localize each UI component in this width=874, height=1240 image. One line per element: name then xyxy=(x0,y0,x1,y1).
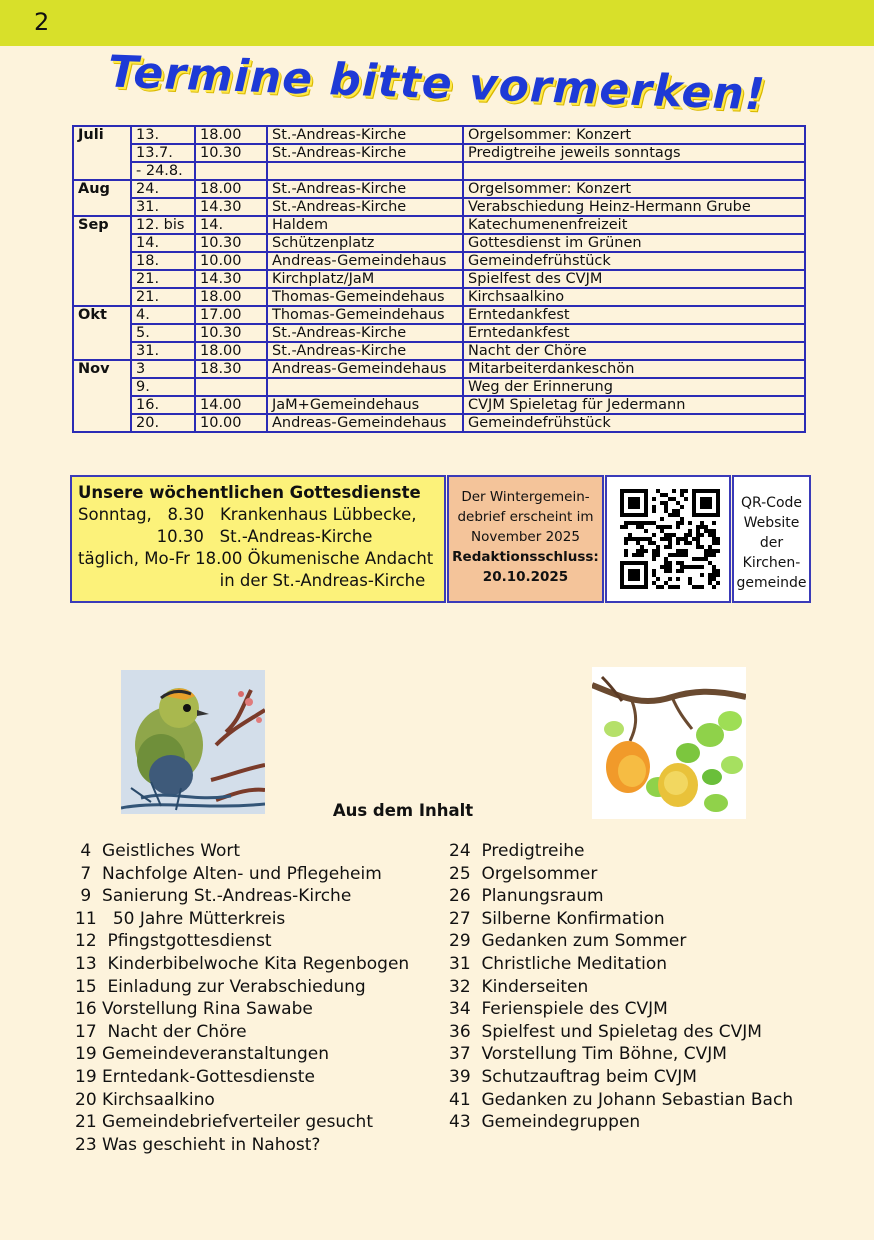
date-cell: 18. xyxy=(131,252,195,270)
contents-item: 24 Predigtreihe xyxy=(449,841,585,861)
contents-item: 41 Gedanken zu Johann Sebastian Bach xyxy=(449,1089,794,1110)
date-cell: 13.7. xyxy=(131,144,195,162)
event-cell: Gemeindefrühstück xyxy=(463,252,805,270)
location-cell: St.-Andreas-Kirche xyxy=(267,180,463,198)
time-cell: 14.30 xyxy=(195,270,267,288)
event-cell: Spielfest des CVJM xyxy=(463,270,805,288)
month-cell: Sep xyxy=(73,216,131,306)
weekly-services-box xyxy=(70,475,446,603)
contents-item: 32 Kinderseiten xyxy=(449,976,589,997)
date-cell: 31. xyxy=(131,342,195,360)
contents-item: 34 Ferienspiele des CVJM xyxy=(449,999,668,1020)
contents-item: 43 Gemeindegruppen xyxy=(449,1112,641,1133)
newsletter-line: debrief erscheint im xyxy=(457,509,594,525)
pears-painting-image xyxy=(592,667,746,819)
services-line: täglich, Mo-Fr 18.00 Ökumenische Andacht xyxy=(78,549,434,568)
qr-code-icon[interactable] xyxy=(607,477,729,601)
location-cell: Andreas-Gemeindehaus xyxy=(267,360,463,378)
date-cell: 14. xyxy=(131,234,195,252)
events-table xyxy=(72,125,806,433)
qr-label-line: gemeinde xyxy=(736,575,807,591)
time-cell: 10.00 xyxy=(195,252,267,270)
time-cell: 18.30 xyxy=(195,360,267,378)
contents-item: 37 Vorstellung Tim Böhne, CVJM xyxy=(449,1044,727,1065)
table-row xyxy=(73,126,805,144)
table-row xyxy=(73,288,805,306)
services-line: in der St.-Andreas-Kirche xyxy=(78,571,426,590)
location-cell: Andreas-Gemeindehaus xyxy=(267,414,463,432)
contents-item: 27 Silberne Konfirmation xyxy=(449,908,665,929)
contents-item: 31 Christliche Meditation xyxy=(449,953,668,974)
time-cell: 10.00 xyxy=(195,414,267,432)
contents-title: Aus dem Inhalt xyxy=(332,801,474,820)
time-cell: 18.00 xyxy=(195,126,267,144)
event-cell: CVJM Spieletag für Jedermann xyxy=(463,396,805,414)
contents-item: 17 Nacht der Chöre xyxy=(75,1021,247,1042)
table-row xyxy=(73,234,805,252)
contents-item: 29 Gedanken zum Sommer xyxy=(449,931,687,952)
table-row xyxy=(73,324,805,342)
headline: Termine bitte vormerken! xyxy=(107,46,767,121)
bird-painting-image xyxy=(121,670,265,814)
table-of-contents-left xyxy=(75,840,409,1156)
contents-item: 4 Geistliches Wort xyxy=(75,841,241,861)
event-cell xyxy=(463,162,805,180)
event-cell: Weg der Erinnerung xyxy=(463,378,805,396)
contents-item: 11 50 Jahre Mütterkreis xyxy=(75,908,286,929)
location-cell: Kirchplatz/JaM xyxy=(267,270,463,288)
event-cell: Orgelsommer: Konzert xyxy=(463,126,805,144)
location-cell: St.-Andreas-Kirche xyxy=(267,126,463,144)
date-cell: 21. xyxy=(131,270,195,288)
date-cell: 31. xyxy=(131,198,195,216)
event-cell: Nacht der Chöre xyxy=(463,342,805,360)
deadline-date: 20.10.2025 xyxy=(482,569,569,585)
date-cell: 3 xyxy=(131,360,195,378)
location-cell: St.-Andreas-Kirche xyxy=(267,342,463,360)
qr-code-box[interactable] xyxy=(605,475,731,603)
deadline-label: Redaktionsschluss: xyxy=(452,549,599,565)
month-cell: Aug xyxy=(73,180,131,216)
location-cell xyxy=(267,162,463,180)
date-cell: 16. xyxy=(131,396,195,414)
newsletter-line: Der Wintergemein- xyxy=(461,489,590,505)
contents-item: 19 Gemeindeveranstaltungen xyxy=(75,1044,330,1065)
location-cell xyxy=(267,378,463,396)
page-number: 2 xyxy=(34,8,50,36)
contents-item: 7 Nachfolge Alten- und Pflegeheim xyxy=(75,863,382,884)
time-cell xyxy=(195,162,267,180)
contents-item: 9 Sanierung St.-Andreas-Kirche xyxy=(75,886,352,907)
contents-item: 12 Pfingstgottesdienst xyxy=(75,931,272,952)
location-cell: Schützenplatz xyxy=(267,234,463,252)
contents-item: 23 Was geschieht in Nahost? xyxy=(75,1134,321,1155)
location-cell: JaM+Gemeindehaus xyxy=(267,396,463,414)
table-row xyxy=(73,270,805,288)
qr-label-line: Kirchen- xyxy=(742,555,801,571)
event-cell: Verabschiedung Heinz-Hermann Grube xyxy=(463,198,805,216)
table-row xyxy=(73,180,805,198)
table-row xyxy=(73,396,805,414)
time-cell: 18.00 xyxy=(195,342,267,360)
services-line: Sonntag, 8.30 Krankenhaus Lübbecke, xyxy=(78,505,417,524)
time-cell: 18.00 xyxy=(195,180,267,198)
top-bar xyxy=(0,0,874,46)
time-cell: 14. xyxy=(195,216,267,234)
event-cell: Katechumenenfreizeit xyxy=(463,216,805,234)
location-cell: Thomas-Gemeindehaus xyxy=(267,288,463,306)
table-row xyxy=(73,378,805,396)
table-row xyxy=(73,306,805,324)
qr-label-box xyxy=(732,475,811,603)
event-cell: Mitarbeiterdankeschön xyxy=(463,360,805,378)
date-cell: 24. xyxy=(131,180,195,198)
contents-item: 36 Spielfest und Spieletag des CVJM xyxy=(449,1021,762,1042)
table-row xyxy=(73,198,805,216)
contents-item: 16 Vorstellung Rina Sawabe xyxy=(75,999,313,1020)
qr-label-line: der xyxy=(759,535,784,551)
location-cell: St.-Andreas-Kirche xyxy=(267,324,463,342)
date-cell: 5. xyxy=(131,324,195,342)
event-cell: Gemeindefrühstück xyxy=(463,414,805,432)
date-cell: - 24.8. xyxy=(131,162,195,180)
time-cell xyxy=(195,378,267,396)
services-title: Unsere wöchentlichen Gottesdienste xyxy=(78,483,421,502)
contents-item: 26 Planungsraum xyxy=(449,886,604,907)
month-cell: Okt xyxy=(73,306,131,360)
contents-item: 21 Gemeindebriefverteiler gesucht xyxy=(75,1112,373,1133)
table-row xyxy=(73,162,805,180)
table-row xyxy=(73,414,805,432)
location-cell: St.-Andreas-Kirche xyxy=(267,198,463,216)
location-cell: Andreas-Gemeindehaus xyxy=(267,252,463,270)
location-cell: Thomas-Gemeindehaus xyxy=(267,306,463,324)
time-cell: 10.30 xyxy=(195,324,267,342)
month-cell: Juli xyxy=(73,126,131,180)
event-cell: Gottesdienst im Grünen xyxy=(463,234,805,252)
event-cell: Erntedankfest xyxy=(463,324,805,342)
date-cell: 20. xyxy=(131,414,195,432)
time-cell: 17.00 xyxy=(195,306,267,324)
time-cell: 14.00 xyxy=(195,396,267,414)
table-row xyxy=(73,216,805,234)
time-cell: 14.30 xyxy=(195,198,267,216)
table-of-contents-right xyxy=(449,840,793,1134)
contents-item: 15 Einladung zur Verabschiedung xyxy=(75,976,366,997)
event-cell: Erntedankfest xyxy=(463,306,805,324)
table-row xyxy=(73,360,805,378)
contents-item: 20 Kirchsaalkino xyxy=(75,1089,215,1110)
newsletter-box xyxy=(447,475,604,603)
date-cell: 13. xyxy=(131,126,195,144)
table-row xyxy=(73,144,805,162)
newsletter-line: November 2025 xyxy=(471,529,580,545)
location-cell: Haldem xyxy=(267,216,463,234)
services-line: 10.30 St.-Andreas-Kirche xyxy=(78,527,373,546)
date-cell: 21. xyxy=(131,288,195,306)
date-cell: 4. xyxy=(131,306,195,324)
event-cell: Orgelsommer: Konzert xyxy=(463,180,805,198)
contents-item: 19 Erntedank-Gottesdienste xyxy=(75,1066,315,1087)
event-cell: Kirchsaalkino xyxy=(463,288,805,306)
event-cell: Predigtreihe jeweils sonntags xyxy=(463,144,805,162)
contents-item: 39 Schutzauftrag beim CVJM xyxy=(449,1066,697,1087)
contents-item: 13 Kinderbibelwoche Kita Regenbogen xyxy=(75,953,410,974)
table-row xyxy=(73,252,805,270)
location-cell: St.-Andreas-Kirche xyxy=(267,144,463,162)
time-cell: 10.30 xyxy=(195,234,267,252)
date-cell: 9. xyxy=(131,378,195,396)
time-cell: 10.30 xyxy=(195,144,267,162)
qr-label-line: QR-Code xyxy=(740,495,803,511)
contents-item: 25 Orgelsommer xyxy=(449,863,598,884)
date-cell: 12. bis xyxy=(131,216,195,234)
table-row xyxy=(73,342,805,360)
time-cell: 18.00 xyxy=(195,288,267,306)
qr-label-line: Website xyxy=(743,515,800,531)
month-cell: Nov xyxy=(73,360,131,432)
